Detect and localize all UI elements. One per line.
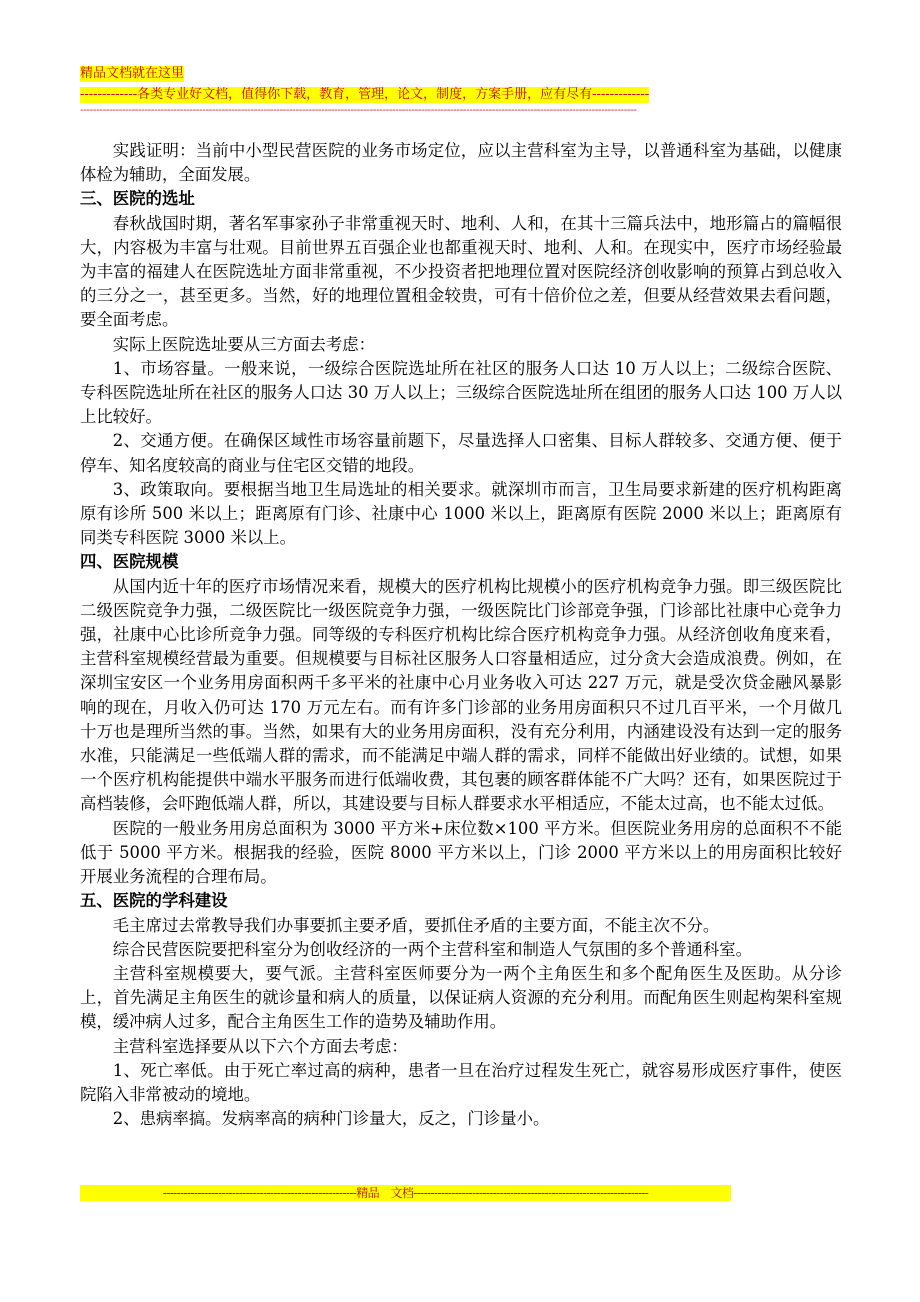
- paragraph: 毛主席过去常教导我们办事要抓主要矛盾，要抓住矛盾的主要方面，不能主次不分。: [112, 915, 720, 935]
- paragraph: 综合民营医院要把科室分为创收经济的一两个主营科室和制造人气氛围的多个普通科室。: [112, 939, 753, 959]
- paragraph: 主营科室规模要大，要气派。主营科室医师要分为一两个主角医生和多个配角医生及医助。从分诊上，首先满足主角医生的就诊量和病人的质量，以保证病人资源的充分利用。而配角医生则起构架科室规模，缓冲病人过多，配合主角医生工作的造势及辅助作用。: [80, 963, 842, 1032]
- paragraph: 实践证明：当前中小型民营医院的业务市场定位，应以主营科室为主导，以普通科室为基础，以健康体检为辅助，全面发展。: [80, 141, 842, 185]
- paragraph: 实际上医院选址要从三方面去考虑：: [112, 334, 376, 354]
- section-heading: 四、医院规模: [80, 552, 179, 572]
- paragraph: 主营科室选择要从以下六个方面去考虑：: [112, 1036, 408, 1056]
- paragraph: 1、市场容量。一般来说，一级综合医院选址所在社区的服务人口达 10 万人以上；二级综合医院、专科医院选址所在社区的服务人口达 30 万人以上；三级综合医院选址所在组团的服务人口达 100 万人以上比较好。: [80, 358, 842, 427]
- footer-banner: --------------------------------------------------------精品 文档--------------------------------------------------------------------: [80, 1185, 731, 1201]
- paragraph: 从国内近十年的医疗市场情况来看，规模大的医疗机构比规模小的医疗机构竞争力强。即三级医院比二级医院竞争力强，二级医院比一级医院竞争力强，一级医院比门诊部竞争强，门诊部比社康中心竞争力强，社康中心比诊所竞争力强。同等级的专科医疗机构比综合医疗机构竞争力强。从经济创收角度来看，主营科室规模经营最为重要。但规模要与目标社区服务人口容量相适应，过分贪大会造成浪费。例如，在深圳宝安区一个业务用房面积两千多平米的社康中心月业务收入可达 227 万元，就是受次贷金融风暴影响的现在，月收入仍可达 170 万元左右。而有许多门诊部的业务用房面积只不过几百平米，一个月做几十万也是理所当然的事。当然，如果有大的业务用房面积，没有充分利用，内涵建设没有达到一定的服务水准，只能满足一些低端人群的需求，而不能满足中端人群的需求，同样不能做出好业绩的。试想，如果一个医疗机构能提供中端水平服务而进行低端收费，其包裹的顾客群体能不广大吗？还有，如果医院过于高档装修，会吓跑低端人群，所以，其建设要与目标人群要求水平相适应，不能太过高，也不能太过低。: [80, 576, 842, 814]
- paragraph: 春秋战国时期，著名军事家孙子非常重视天时、地利、人和，在其十三篇兵法中，地形篇占的篇幅很大，内容极为丰富与壮观。目前世界五百强企业也都重视天时、地利、人和。在现实中，医疗市场经验最为丰富的福建人在医院选址方面非常重视，不少投资者把地理位置对医院经济创收影响的预算占到总收入的三分之一，甚至更多。当然，好的地理位置租金较贵，可有十倍价位之差，但要从经营效果去看问题，要全面考虑。: [80, 213, 842, 330]
- header-tagline: -------------各类专业好文档，值得你下载，教育，管理，论文，制度，方案手册，应有尽有-------------: [80, 87, 650, 102]
- header-divider: -----------------------------------------------------------------------------------------------------------------------------------------------------------------------------: [80, 104, 637, 116]
- header-title: 精品文档就在这里: [80, 66, 185, 81]
- paragraph: 2、交通方便。在确保区域性市场容量前题下，尽量选择人口密集、目标人群较多、交通方便、便于停车、知名度较高的商业与住宅区交错的地段。: [80, 431, 842, 475]
- document-body: [80, 139, 842, 1131]
- section-heading: 五、医院的学科建设: [80, 891, 228, 911]
- paragraph: 医院的一般业务用房总面积为 3000 平方米+床位数×100 平方米。但医院业务用房的总面积不不能低于 5000 平方米。根据我的经验，医院 8000 平方米以上，门诊 2000 平方米以上的用房面积比较好开展业务流程的合理布局。: [80, 818, 842, 887]
- paragraph: 1、死亡率低。由于死亡率过高的病种，患者一旦在治疗过程发生死亡，就容易形成医疗事件，使医院陷入非常被动的境地。: [80, 1060, 842, 1104]
- section-heading: 三、医院的选址: [80, 189, 195, 209]
- paragraph: 2、患病率搞。发病率高的病种门诊量大，反之，门诊量小。: [112, 1109, 550, 1129]
- paragraph: 3、政策取向。要根据当地卫生局选址的相关要求。就深圳市而言，卫生局要求新建的医疗机构距离原有诊所 500 米以上；距离原有门诊、社康中心 1000 米以上，距离原有医院 2000 米以上；距离原有同类专科医院 3000 米以上。: [80, 479, 842, 548]
